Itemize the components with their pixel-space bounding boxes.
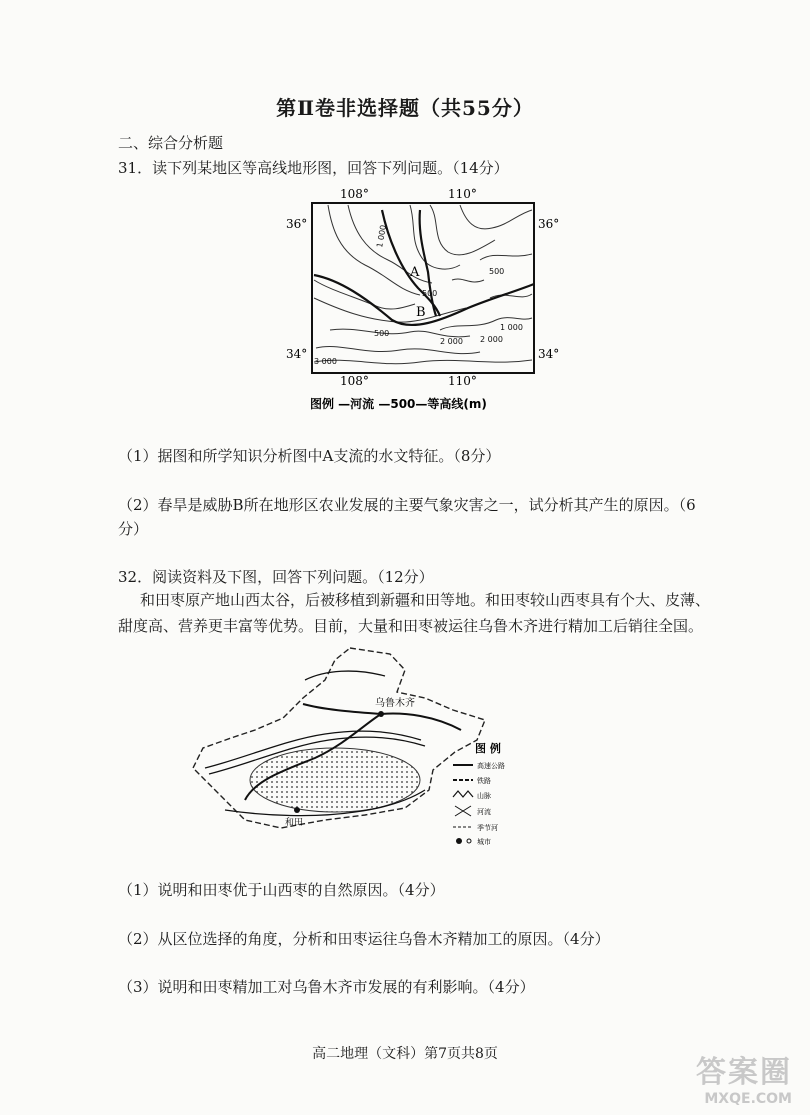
lat-label-34-left: 34°	[286, 347, 308, 361]
lon-label-108-top: 108°	[340, 187, 369, 201]
lon-label-110-top: 110°	[448, 187, 477, 201]
lat-label-34-right: 34°	[538, 347, 560, 361]
point-label-b: B	[416, 305, 426, 320]
q32-stem: 32．阅读资料及下图，回答下列问题。（12分）	[118, 568, 434, 586]
city-hotan-label: 和田	[285, 818, 304, 828]
legend-mountain: 山脉	[477, 792, 491, 800]
contour-label-1000-b: 1 000	[500, 323, 523, 332]
q32-sub1: （1）说明和田枣优于山西枣的自然原因。（4分）	[118, 881, 445, 899]
watermark	[696, 1047, 792, 1107]
watermark-site: MXQE.COM	[704, 1091, 792, 1107]
q32-material-line2: 甜度高、营养更丰富等优势。目前，大量和田枣被运往乌鲁木齐进行精加工后销往全国。	[118, 617, 704, 635]
contour-label-1000-a: 1 000	[375, 224, 388, 249]
q32-sub2: （2）从区位选择的角度，分析和田枣运往乌鲁木齐精加工的原因。（4分）	[118, 930, 610, 948]
q31-map-legend: 图例 —河流 —500—等高线(m)	[310, 397, 487, 411]
contour-label-500-a: 500	[489, 267, 505, 276]
desert-area	[250, 748, 420, 812]
section-heading: 二、综合分析题	[118, 134, 224, 152]
lon-label-110-bottom: 110°	[448, 374, 477, 388]
legend-title: 图 例	[475, 742, 501, 755]
q31-sub1: （1）据图和所学知识分析图中A支流的水文特征。（8分）	[118, 447, 501, 465]
legend-city: 城市	[477, 838, 491, 846]
legend-highway: 高速公路	[477, 762, 505, 770]
q31-stem: 31．读下列某地区等高线地形图，回答下列问题。（14分）	[118, 159, 509, 177]
watermark-logo-text: 答案圈	[696, 1055, 792, 1090]
lat-label-36-right: 36°	[538, 217, 560, 231]
legend-river: 河流	[477, 808, 491, 816]
q32-xinjiang-map	[185, 640, 535, 850]
city-hotan-dot	[294, 807, 300, 813]
contour-label-2000-a: 2 000	[480, 335, 503, 344]
contour-label-500-b: 500	[422, 289, 438, 298]
q31-sub2-line1: （2）春旱是威胁B所在地形区农业发展的主要气象灾害之一，试分析其产生的原因。（6	[118, 496, 696, 514]
page-title: 第Ⅱ卷非选择题（共55分）	[276, 96, 534, 120]
point-label-a: A	[410, 265, 420, 280]
city-urumqi-label: 乌鲁木齐	[375, 698, 415, 709]
lat-label-36-left: 36°	[286, 217, 308, 231]
legend-seasonal-river: 季节河	[477, 824, 498, 832]
city-urumqi-dot	[378, 711, 384, 717]
q31-sub2-line2: 分）	[118, 520, 149, 538]
contour-label-3000: 3 000	[314, 357, 337, 366]
q31-contour-map	[270, 180, 570, 420]
contour-label-2000-b: 2 000	[440, 337, 463, 346]
lon-label-108-bottom: 108°	[340, 374, 369, 388]
q32-material-line1: 和田枣原产地山西太谷，后被移植到新疆和田等地。和田枣较山西枣具有个大、皮薄、	[140, 591, 711, 609]
q32-sub3: （3）说明和田枣精加工对乌鲁木齐市发展的有利影响。（4分）	[118, 978, 535, 996]
legend-railway: 铁路	[477, 777, 491, 785]
q32-map-legend	[453, 741, 505, 846]
contour-label-500-c: 500	[374, 329, 390, 338]
page-footer: 高二地理（文科）第7页共8页	[312, 1046, 498, 1062]
